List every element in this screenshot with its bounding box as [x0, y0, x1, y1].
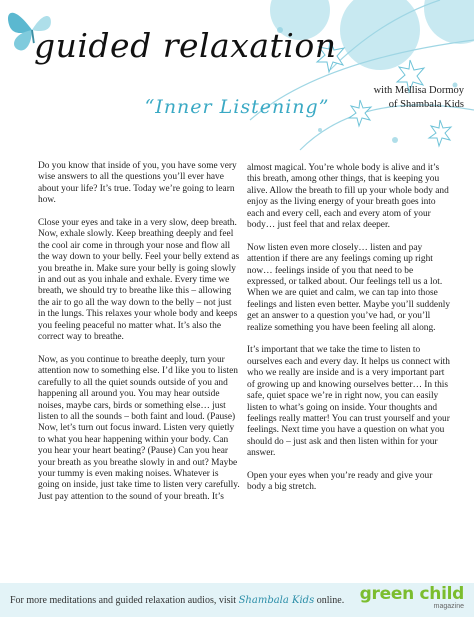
page-subtitle: “Inner Listening” [144, 96, 330, 118]
footer-text-before: For more meditations and guided relaxation audios, visit [10, 595, 239, 606]
byline-line-2: of Shambala Kids [388, 99, 464, 110]
paragraph: It’s important that we take the time to listen to ourselves each and every day. It helps us connect with who we really are inside and is a very important part of growing up and knowing ourselves better… In this safe, quiet space we’re in right now, you can easily listen to what’s going on inside. Your thoughts and feelings really matter! You can trust yourself and your feelings. Next time you have a question on what you should do – just ask and then listen within for your answer. [247, 345, 450, 459]
paragraph: almost magical. You’re whole body is alive and it’s this breath, among other things, that is keeping you alive. Allow the breath to fill up your whole body and enjoy as the living energy of your breath goes into each and every cell, each and every atom of your body… just feel that and relax deeper. [247, 163, 449, 231]
byline-line-1: with Mellisa Dormoy [373, 85, 464, 96]
paragraph: Do you know that inside of you, you have some very wise answers to all the questions you’ll ever have about your life? It’s true. Today we’re going to learn how. [38, 161, 237, 206]
page-title: guided relaxation [34, 26, 337, 65]
paragraph: Close your eyes and take in a very slow, deep breath. Now, exhale slowly. Keep breathing deeply and feel the cool air come in through your nose and flow all the way down to your belly. Feel your belly extend as you breathe in. Make sure your belly is going slowly in and out as you inhale and exhale. Every time we breath, we should try to breathe like this – allowing the air to go all the way down to the belly – not just in the lungs. This relaxes your whole body and keeps you feeling peaceful no matter what. It’s also the correct way to breathe. [38, 218, 240, 343]
floral-decoration [0, 0, 474, 160]
paragraph: Now listen even more closely… listen and pay attention if there are any feelings coming up right now… feelings inside of you that need to be expressed, or talked about. Our feelings tell us a lot. When we are quiet and calm, we can tap into those feelings and listen even better. Maybe you’ll suddenly get an answer to a question you’ve had, or you’ll realize something you have been feeling all along. [247, 242, 451, 333]
article-column-right [247, 163, 451, 505]
paragraph: Open your eyes when you’re ready and give your body a big stretch. [247, 470, 433, 493]
footer-text-after: online. [314, 595, 345, 606]
logo-sub-text: magazine [433, 603, 464, 610]
footer-bar [0, 583, 474, 617]
article-column-left [38, 161, 240, 515]
green-child-logo [360, 585, 464, 611]
footer-brand-link[interactable]: Shambala Kids [238, 595, 315, 606]
logo-main-text: green child [359, 584, 464, 604]
paragraph: Now, as you continue to breathe deeply, turn your attention now to something else. I’d like you to listen carefully to all the quiet sounds outside of you and happening all around you. You may hear outside noises, maybe cars, birds or something else… just listen to all the sounds – both faint and loud. (Pause) Now, let’s turn out focus inward. Listen very quietly to what you hear happening within your body. Can you hear your heart beating? (Pause) Can you hear your breath as you breathe slowly in and out? Maybe your tummy is even making noises. Whatever is going on inside, just take time to listen very carefully. Just pay attention to the sound of your breath. It’s [38, 354, 240, 502]
footer-text [10, 595, 344, 606]
